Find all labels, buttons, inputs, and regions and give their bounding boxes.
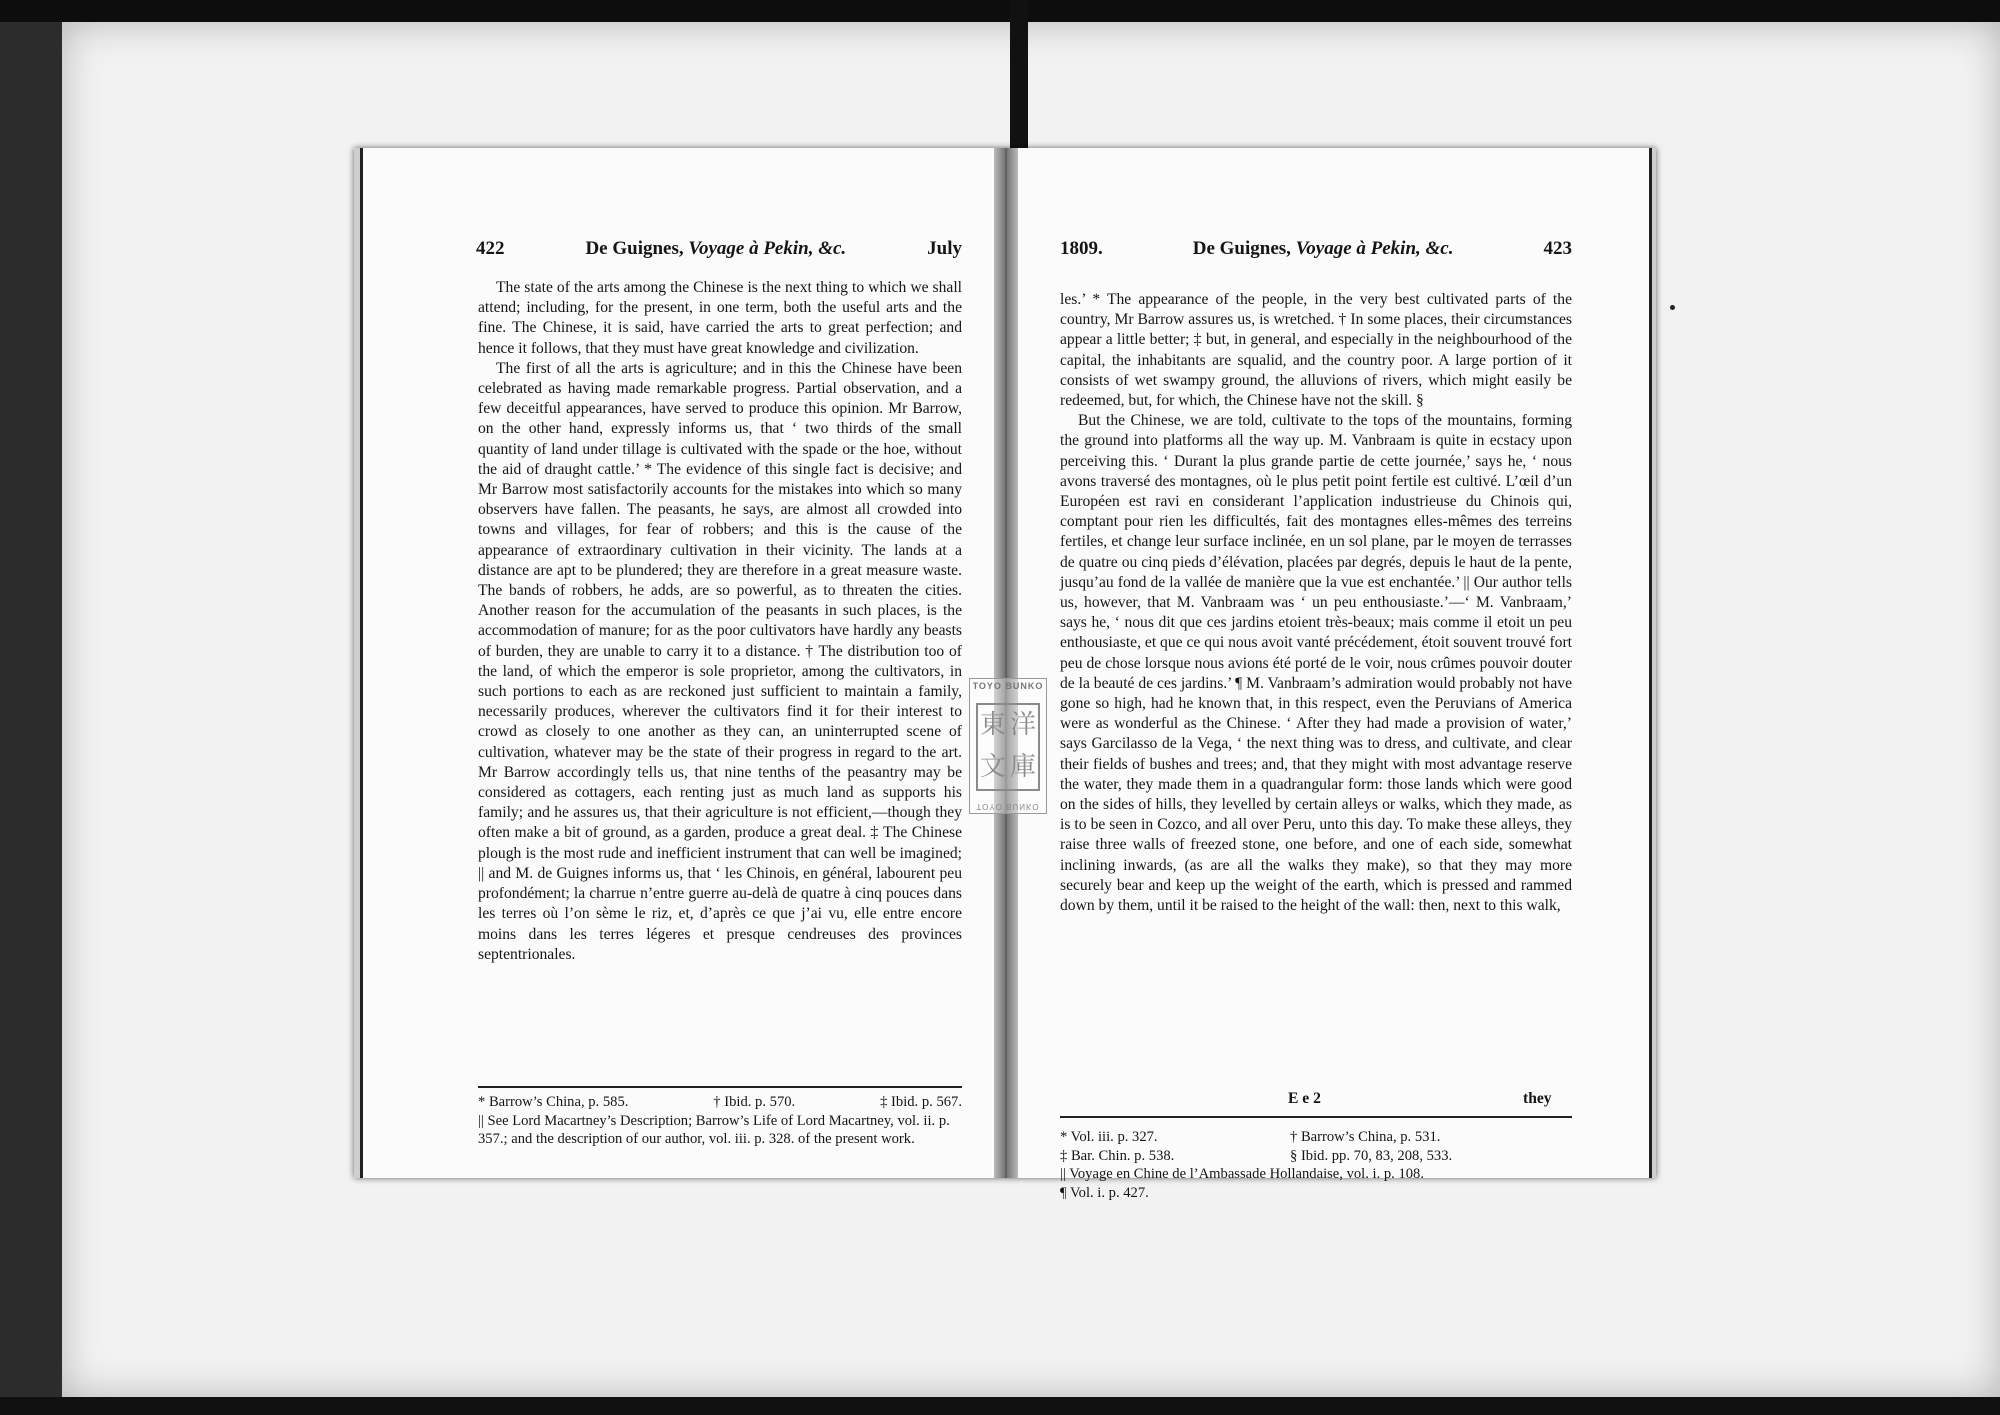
- right-title-etc: &c.: [1425, 238, 1454, 259]
- right-footnote-row: [1060, 1128, 1572, 1147]
- left-month: July: [927, 238, 962, 259]
- scanner-bottom-bar: [0, 1397, 2000, 1415]
- speck: [1670, 305, 1675, 310]
- right-footnote-row: [1060, 1147, 1572, 1166]
- left-title-plain: De Guignes,: [585, 238, 684, 259]
- left-running-head: [476, 238, 962, 264]
- right-page: [1018, 148, 1652, 1201]
- left-paragraph-2: The first of all the arts is agriculture; and in this the Chinese have been celebrated as having made remarkable progress. Partial observation, and a few deceitful appearances, have served to produce this opinion. Mr Barrow, on the other hand, expressly informs us, that ‘ two thirds of the small quantity of land under tillage is cultivated with the spade or the hoe, without the aid of draught cattle.’ * The evidence of this single fact is decisive; and Mr Barrow most satisfactorily accounts for the mistakes into which so many observers have fallen. The peasants, he says, are almost all crowded into towns and villages, for fear of robbers; and this is the cause of the appearance of extraordinary cultivation in their vicinity. The lands at a distance are apt to be plundered; they are therefore in a great measure waste. The bands of robbers, he adds, are so powerful, as to threaten the cities. Another reason for the accumulation of the peasants in such places, is the accommodation of manure; for as the poor cultivators have hardly any beasts of burden, they are unable to carry it to a distance. † The distribution too of the land, of which the emperor is sole proprietor, among the cultivators, in such portions to each as are reckoned just sufficient to maintain a family, necessarily produces, wherever the cultivators find it for their interest to crowd as closely to one another as they can, an uninterrupted scene of cultivation, whatever may be the state of their progress in regard to the art. Mr Barrow accordingly tells us, that nine tenths of the peasantry may be considered as cottagers, each renting just as much land as supports his family; and he assures us, that their agriculture is not efficient,—though they often make a bit of ground, as a garden, produce a great deal. ‡ The Chinese plough is the most rude and inefficient instrument that can well be imagined; || and M. de Guignes informs us, that ‘ les Chinois, en général, labourent peu profondément; la charrue n’entre guerre au-delà de quatre à cinq pouces dans les terres où l’on sème le riz, et, d’après ce que j’ai vu, elle entre encore moins dans les terres légeres et presque cendreuses des provinces septentrionales.: [478, 359, 962, 963]
- footnote: || See Lord Macartney’s Description; Barrow’s Life of Lord Macartney, vol. ii. p. 357.; and the description of our author, vol. iii. p. 328. of the present work.: [478, 1112, 950, 1147]
- stamp-char: 庫: [1009, 751, 1036, 782]
- scanner-left-edge: [0, 22, 62, 1397]
- left-paragraph-1: The state of the arts among the Chinese is the next thing to which we shall attend; including, for the present, in one term, both the useful arts and the fine. The Chinese, it is said, have carried the arts to great perfection; and hence it follows, that they must have great knowledge and civilization.: [478, 279, 962, 357]
- right-footnotes: [1060, 1128, 1572, 1202]
- left-footnote-rule: [478, 1086, 962, 1088]
- scanner-top-bar: [0, 0, 2000, 22]
- library-stamp: [969, 678, 1047, 814]
- stamp-char: 洋: [1009, 709, 1036, 740]
- left-title-italic: Voyage à Pekin,: [688, 238, 814, 259]
- stamp-bottom-text: TOYO BUNKO: [976, 802, 1040, 811]
- right-paragraph-1: les.’ * The appearance of the people, in the very best cultivated parts of the country, Mr Barrow assures us, is wretched. † In some places, their circumstances appear a little better; ‡ but, in general, and especially in the neighbourhood of the capital, the inhabitants are squalid, and the country poor. A large portion of it consists of wet swampy ground, the alluvions of rivers, which might easily be redeemed, but, for which, the Chinese have not the skill. §: [1060, 291, 1572, 410]
- catchword: they: [1523, 1090, 1552, 1107]
- footnote: ¶ Vol. i. p. 427.: [1060, 1184, 1149, 1201]
- stamp-seal: [976, 703, 1040, 791]
- footnote: || Voyage en Chine de l’Ambassade Hollandaise, vol. i. p. 108.: [1060, 1166, 1425, 1182]
- left-page-number: 422: [476, 238, 505, 259]
- book-gutter: [994, 148, 1018, 1178]
- left-page: [360, 148, 994, 1178]
- left-title-etc: &c.: [818, 238, 847, 259]
- left-running-title: [585, 238, 846, 260]
- scanner-clip: [1010, 0, 1028, 150]
- left-footnote-row: [478, 1093, 962, 1112]
- right-paragraph-2: But the Chinese, we are told, cultivate to the tops of the mountains, forming the ground into platforms all the way up. M. Vanbraam is quite in ecstacy upon perceiving this. ‘ Durant la plus grande partie de cette journée,’ says he, ‘ nous avons traversé des montagnes, où le plus petit point fertile est cultivé. L’œil d’un Européen est ravi en considerant l’application industrieuse du Chinois qui, comptant pour rien les difficultés, fait des montagnes elles-mêmes des terreins fertiles, et change leur surface inclinée, en un sol plane, par le moyen de terrasses de quatre ou cinq pieds d’élévation, placées par degrés, depuis le haut de la pente, jusqu’au fond de la vallée de manière que la vue est enchantée.’ || Our author tells us, however, that M. Vanbraam was ‘ un peu enthousiaste.’—‘ M. Vanbraam,’ says he, ‘ nous dit que ces jardins etoient très-beaux; mais comme il etoit un peu enthousiaste, et que ce qui nous avoit vanté précédement, étoit souvent trouvé fort peu de chose lorsque nous avions été porté de le voir, nous crûmes pouvoir douter de la beauté de ces jardins.’ ¶ M. Vanbraam’s admiration would probably not have gone so high, had he known that, in this respect, even the Peruvians of America were as wonderful as the Chinese. ‘ After they had made a provision of water,’ says Garcilasso de la Vega, ‘ the next thing was to dress, and cultivate, and clear their fields of bushes and trees; and, that they might with most advantage reserve the water, they made them in a quadrangular form: those lands which were good on the sides of hills, they levelled by certain alleys or walks, which they made, as is to be seen in Cozco, and all over Peru, unto this day. To make these alleys, they raise three walls of freezed stone, one before, and one of each side, somewhat inclining inwards, (as are all the walks they make), so that they may more securely bear and keep up the weight of the earth, which is pressed and rammed down by them, until it be raised to the height of the wall: then, next to this walk,: [1060, 412, 1572, 915]
- footnote: ‡ Bar. Chin. p. 538.: [1060, 1147, 1175, 1164]
- left-body-text: [478, 278, 962, 965]
- stamp-top-text: TOYO BUNKO: [972, 681, 1044, 691]
- left-footnotes: [478, 1093, 962, 1149]
- right-year: 1809.: [1060, 238, 1103, 259]
- signature-mark: E e 2: [1288, 1090, 1321, 1107]
- stamp-char: 東: [979, 709, 1006, 740]
- right-title-plain: De Guignes,: [1192, 238, 1291, 259]
- book-spread: [354, 148, 1656, 1201]
- right-body-text: [1060, 290, 1572, 916]
- right-running-title: [1193, 238, 1454, 260]
- right-title-italic: Voyage à Pekin,: [1295, 238, 1421, 259]
- footnote: ‡ Ibid. p. 567.: [880, 1094, 962, 1110]
- footnote: * Vol. iii. p. 327.: [1060, 1129, 1158, 1145]
- footnote: * Barrow’s China, p. 585.: [478, 1094, 629, 1110]
- right-running-head: [1060, 238, 1572, 264]
- right-page-number: 423: [1543, 238, 1572, 259]
- footnote: § Ibid. pp. 70, 83, 208, 533.: [1290, 1147, 1453, 1164]
- right-footnote-rule: [1060, 1116, 1572, 1118]
- footnote: † Barrow’s China, p. 531.: [1290, 1129, 1441, 1145]
- footnote: † Ibid. p. 570.: [713, 1094, 796, 1110]
- stamp-char: 文: [979, 751, 1006, 782]
